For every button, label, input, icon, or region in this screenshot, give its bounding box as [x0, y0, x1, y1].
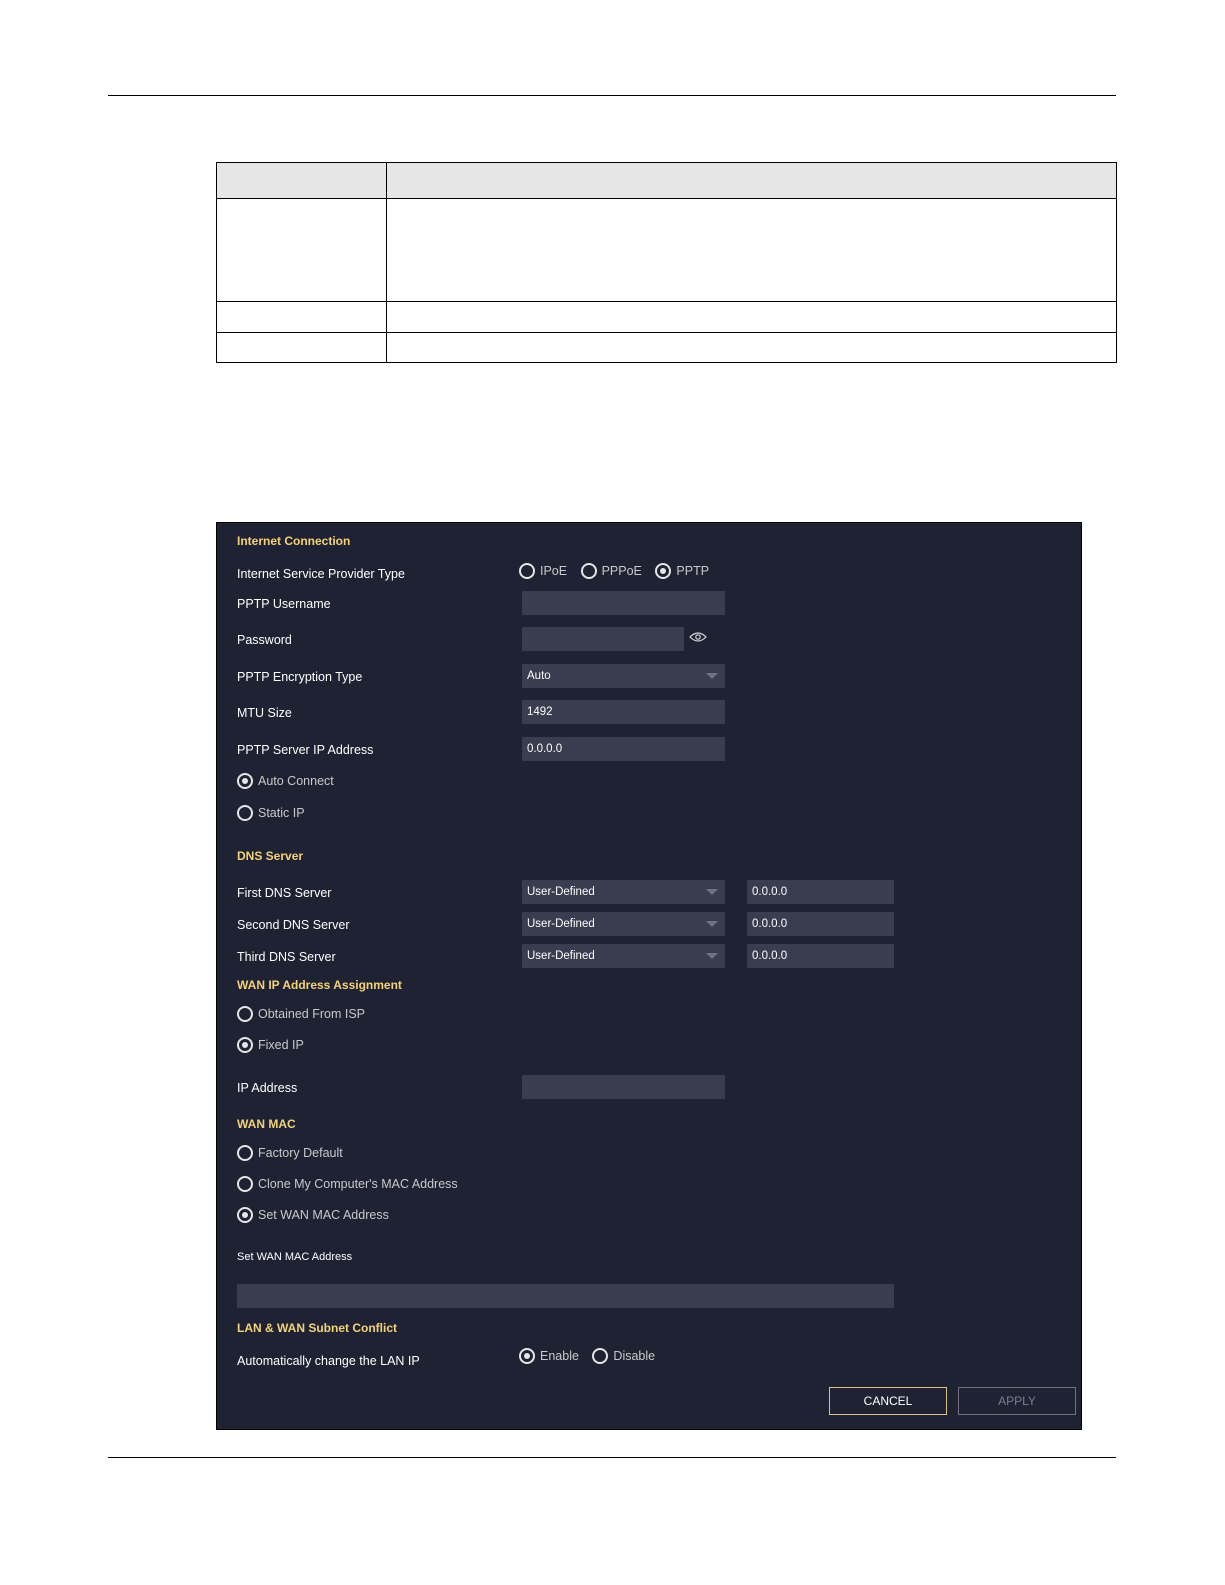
- radio-factory-default[interactable]: [237, 1145, 253, 1161]
- isp-type-group: [519, 563, 709, 579]
- lan-ip-group: [519, 1348, 655, 1364]
- password-label: Password: [237, 633, 292, 647]
- table-row: [217, 199, 1117, 302]
- second-dns-ip-input[interactable]: [747, 912, 894, 936]
- radio-enable[interactable]: [519, 1348, 535, 1364]
- apply-button[interactable]: APPLY: [958, 1387, 1076, 1415]
- table-cell: [217, 302, 387, 332]
- server-ip-label: PPTP Server IP Address: [237, 743, 374, 757]
- table-cell: [217, 199, 387, 302]
- radio-ipoe[interactable]: [519, 563, 535, 579]
- chevron-down-icon: [706, 673, 718, 679]
- cancel-button[interactable]: CANCEL: [829, 1387, 947, 1415]
- encryption-label: PPTP Encryption Type: [237, 670, 363, 684]
- table-header-row: [217, 163, 1117, 199]
- auto-connect-option[interactable]: Auto Connect: [237, 773, 334, 789]
- first-dns-type-select[interactable]: [522, 880, 725, 904]
- second-dns-type-select[interactable]: [522, 912, 725, 936]
- static-ip-option[interactable]: Static IP: [237, 805, 305, 821]
- dns-row-label: Second DNS Server: [237, 918, 350, 932]
- third-dns-ip-input[interactable]: [747, 944, 894, 968]
- chevron-down-icon: [706, 953, 718, 959]
- radio-set-wan-mac[interactable]: [237, 1207, 253, 1223]
- radio-disable[interactable]: [592, 1348, 608, 1364]
- factory-default-option[interactable]: Factory Default: [237, 1145, 343, 1161]
- dns-row-label: First DNS Server: [237, 886, 332, 900]
- isp-option-pptp[interactable]: PPTP: [655, 563, 709, 577]
- fixed-ip-option[interactable]: Fixed IP: [237, 1037, 304, 1053]
- clone-mac-option[interactable]: Clone My Computer's MAC Address: [237, 1176, 458, 1192]
- radio-obtained-from-isp[interactable]: [237, 1006, 253, 1022]
- radio-static-ip[interactable]: [237, 805, 253, 821]
- radio-clone-mac[interactable]: [237, 1176, 253, 1192]
- isp-type-label: Internet Service Provider Type: [237, 567, 405, 581]
- table-cell: [387, 199, 1117, 302]
- encryption-select-value: Auto: [527, 670, 551, 682]
- dns-row-label: Third DNS Server: [237, 950, 336, 964]
- server-ip-input[interactable]: [522, 737, 725, 761]
- table-cell: [387, 332, 1117, 362]
- chevron-down-icon: [706, 921, 718, 927]
- header-rule: [108, 95, 1116, 96]
- table-header-cell: [217, 163, 387, 199]
- section-dns-server: DNS Server: [237, 849, 304, 863]
- table-row: [217, 302, 1117, 332]
- obtained-from-isp-option[interactable]: Obtained From ISP: [237, 1006, 365, 1022]
- section-wan-mac: WAN MAC: [237, 1117, 296, 1131]
- table-header-cell: [387, 163, 1117, 199]
- password-input[interactable]: [522, 627, 684, 651]
- section-internet-connection: Internet Connection: [237, 534, 351, 548]
- pptp-username-label: PPTP Username: [237, 597, 331, 611]
- third-dns-type-select[interactable]: [522, 944, 725, 968]
- radio-auto-connect[interactable]: [237, 773, 253, 789]
- ip-address-input[interactable]: [522, 1075, 725, 1099]
- isp-option-ipoe[interactable]: IPoE: [519, 563, 571, 577]
- encryption-select[interactable]: [522, 664, 725, 688]
- wan-mac-input[interactable]: [237, 1284, 894, 1308]
- dns-type-value: User-Defined: [527, 950, 595, 962]
- table-cell: [387, 302, 1117, 332]
- ip-address-label: IP Address: [237, 1081, 298, 1095]
- dns-type-value: User-Defined: [527, 918, 595, 930]
- table-row: [217, 332, 1117, 362]
- footer-rule: [108, 1457, 1116, 1458]
- eye-icon[interactable]: [689, 631, 707, 643]
- section-wan-ip: WAN IP Address Assignment: [237, 978, 402, 992]
- disable-option[interactable]: Disable: [592, 1348, 655, 1362]
- chevron-down-icon: [706, 889, 718, 895]
- enable-option[interactable]: Enable: [519, 1348, 582, 1362]
- table-cell: [217, 332, 387, 362]
- isp-option-pppoe[interactable]: PPPoE: [581, 563, 646, 577]
- set-wan-mac-option[interactable]: Set WAN MAC Address: [237, 1207, 389, 1223]
- auto-change-lan-ip-label: Automatically change the LAN IP: [237, 1354, 420, 1368]
- dns-type-value: User-Defined: [527, 886, 595, 898]
- document-table: [216, 162, 1117, 363]
- radio-fixed-ip[interactable]: [237, 1037, 253, 1053]
- radio-pppoe[interactable]: [581, 563, 597, 579]
- mtu-label: MTU Size: [237, 706, 292, 720]
- section-lan-wan-conflict: LAN & WAN Subnet Conflict: [237, 1321, 397, 1335]
- radio-pptp[interactable]: [655, 563, 671, 579]
- settings-panel: [216, 522, 1082, 1430]
- set-wan-mac-field-label: Set WAN MAC Address: [237, 1251, 353, 1263]
- first-dns-ip-input[interactable]: [747, 880, 894, 904]
- mtu-input[interactable]: [522, 700, 725, 724]
- pptp-username-input[interactable]: [522, 591, 725, 615]
